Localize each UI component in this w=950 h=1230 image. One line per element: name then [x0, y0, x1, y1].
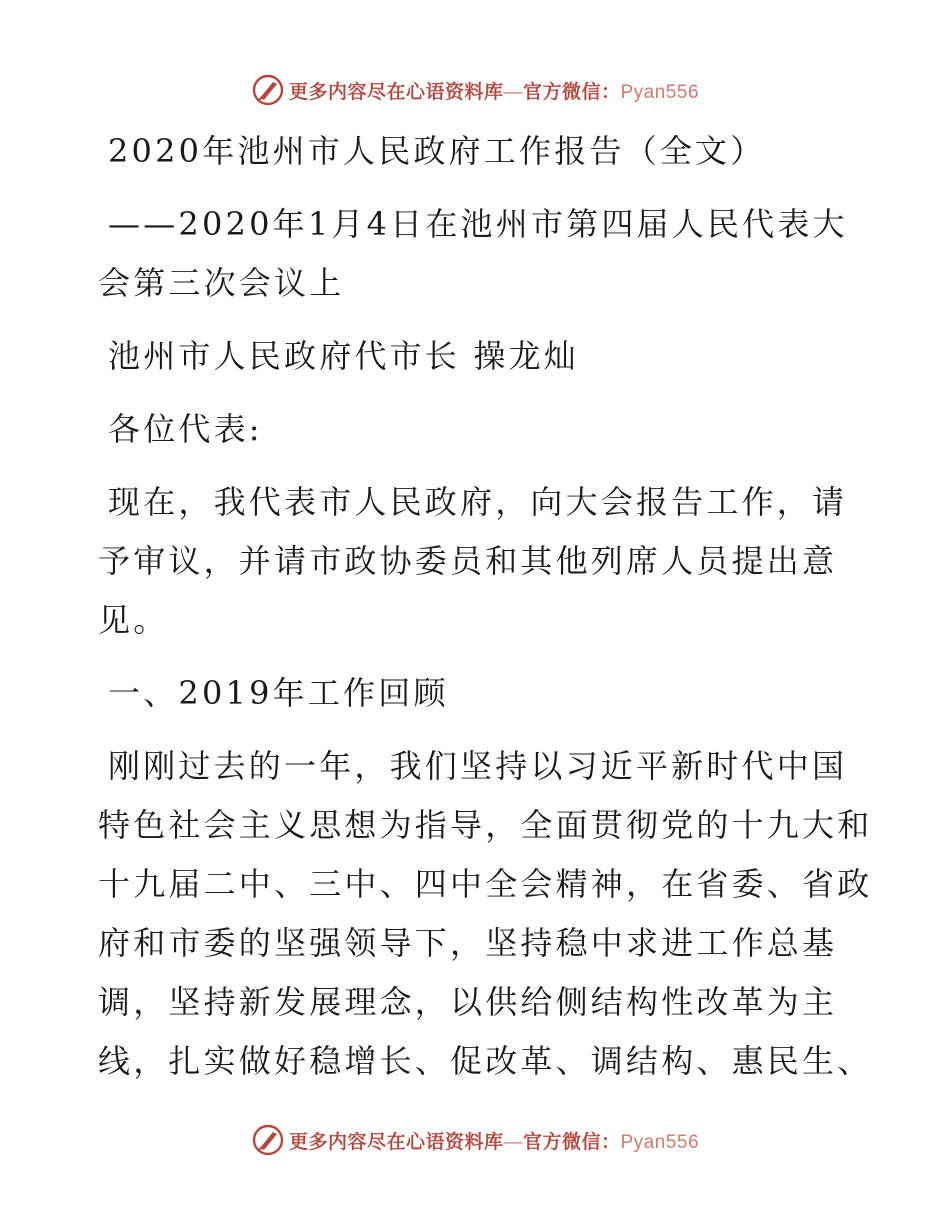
watermark-wechat-id: Pyan556 [620, 81, 700, 103]
watermark-text [289, 77, 699, 104]
quill-pen-seal-icon [251, 73, 285, 107]
quill-pen-seal-icon [251, 1123, 285, 1157]
body-line: 线，扎实做好稳增长、促改革、调结构、惠民生、 [98, 1042, 873, 1080]
watermark-banner-top [0, 70, 950, 110]
document-salutation: 各位代表: [108, 410, 263, 448]
intro-line: 见。 [98, 601, 169, 639]
watermark-banner-bottom [0, 1120, 950, 1160]
watermark-wechat-id: Pyan556 [620, 1131, 700, 1153]
document-content [98, 122, 873, 1091]
intro-line: 现在，我代表市人民政府，向大会报告工作，请 [108, 483, 848, 521]
watermark-dash: — [503, 81, 523, 103]
body-line: 调，坚持新发展理念，以供给侧结构性改革为主 [98, 983, 838, 1021]
body-line: 府和市委的坚强领导下，坚持稳中求进工作总基 [98, 924, 838, 962]
watermark-wechat-label: 官方微信： [522, 1130, 621, 1153]
document-author: 池州市人民政府代市长 操龙灿 [108, 337, 579, 375]
watermark-site: 更多内容尽在心语资料库 [288, 80, 504, 103]
intro-line: 予审议，并请市政协委员和其他列席人员提出意 [98, 542, 838, 580]
watermark-site: 更多内容尽在心语资料库 [288, 1130, 504, 1153]
body-line: 刚刚过去的一年，我们坚持以习近平新时代中国 [108, 747, 848, 785]
section-heading: 一、2019年工作回顾 [108, 674, 449, 712]
body-line: 特色社会主义思想为指导，全面贯彻党的十九大和 [98, 806, 873, 844]
watermark-wechat-label: 官方微信： [522, 80, 621, 103]
body-line: 十九届二中、三中、四中全会精神，在省委、省政 [98, 865, 873, 903]
watermark-dash: — [503, 1131, 523, 1153]
document-subtitle-line-1: ——2020年1月4日在池州市第四届人民代表大 [108, 205, 848, 243]
document-title: 2020年池州市人民政府工作报告（全文） [108, 132, 766, 170]
watermark-text [289, 1127, 699, 1154]
document-subtitle-line-2: 会第三次会议上 [98, 264, 345, 302]
